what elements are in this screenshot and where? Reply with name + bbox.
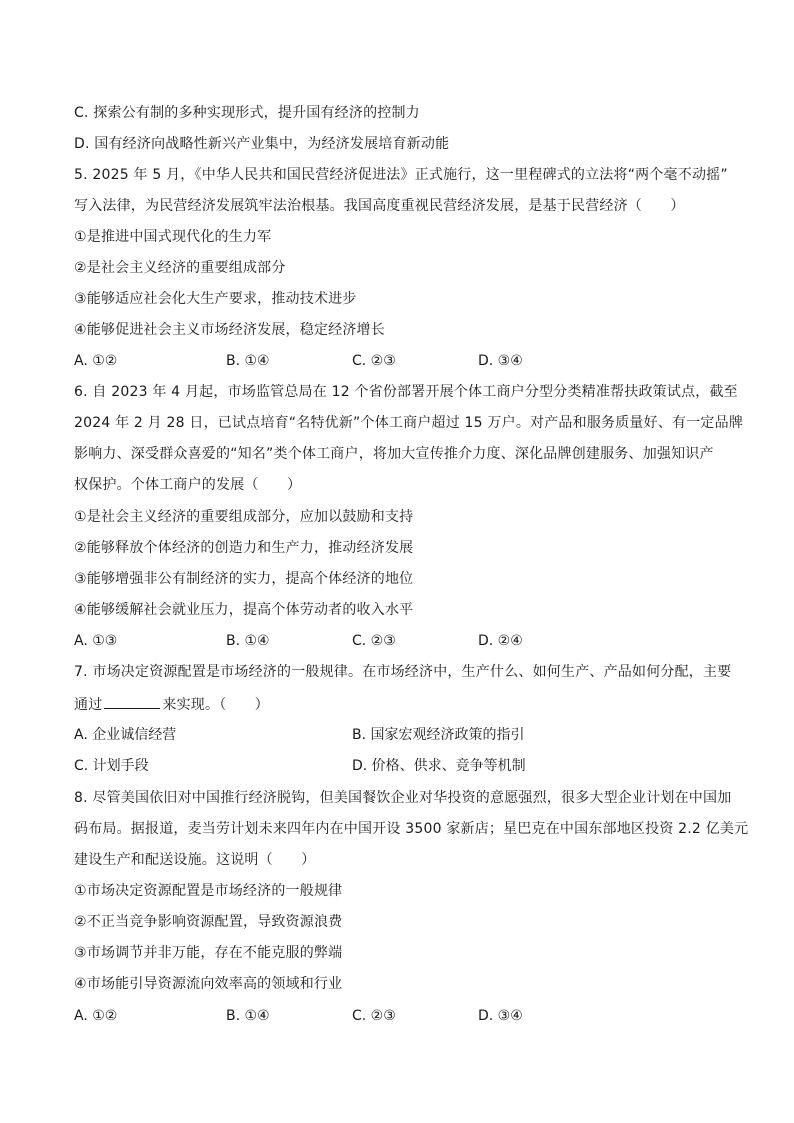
q5-options [74,352,734,370]
q5-item-4: ④能够促进社会主义市场经济发展，稳定经济增长 [74,322,385,338]
q6-option-a: A. ①③ [74,633,118,649]
q5-stem-line2: 写入法律，为民营经济发展筑牢法治根基。我国高度重视民营经济发展，是基于民营经济（ ） [74,198,685,214]
q8-item-1: ①市场决定资源配置是市场经济的一般规律 [74,883,343,899]
q4-option-c: C. 探索公有制的多种实现形式，提升国有经济的控制力 [74,105,420,121]
q8-stem-line1: 8. 尽管美国依旧对中国推行经济脱钩，但美国餐饮企业对华投资的意愿强烈，很多大型企业计划在中国加 [74,790,732,806]
q7-options-row1 [74,726,734,744]
q6-stem-line4: 权保护。个体工商户的发展（ ） [74,477,302,493]
q7-stem-after-blank: 来实现。（ ） [162,697,270,713]
q6-option-d: D. ②④ [478,633,523,649]
q5-option-b: B. ①④ [226,353,270,369]
q6-item-4: ④能够缓解社会就业压力，提高个体劳动者的收入水平 [74,602,414,618]
q7-option-c: C. 计划手段 [74,758,149,774]
q8-options [74,1007,734,1025]
q8-option-c: C. ②③ [352,1008,396,1024]
q5-stem-line1: 5. 2025 年 5 月，《中华人民共和国民营经济促进法》正式施行，这一里程碑式的立法将“两个毫不动摇” [74,167,728,183]
q5-option-c: C. ②③ [352,353,396,369]
q7-stem-before-blank: 通过 [74,697,103,713]
q4-option-d: D. 国有经济向战略性新兴产业集中，为经济发展培育新动能 [74,136,450,152]
q8-option-d: D. ③④ [478,1008,523,1024]
q5-item-3: ③能够适应社会化大生产要求，推动技术进步 [74,291,357,307]
q6-stem-line2: 2024 年 2 月 28 日，已试点培育“名特优新”个体工商户超过 15 万户。对产品和服务质量好、有一定品牌 [74,415,744,431]
q6-item-3: ③能够增强非公有制经济的实力，提高个体经济的地位 [74,571,414,587]
q8-option-a: A. ①② [74,1008,118,1024]
q7-option-b: B. 国家宏观经济政策的指引 [352,727,525,743]
q8-stem-line3: 建设生产和配送设施。这说明（ ） [74,852,316,868]
q7-options-row2 [74,757,734,775]
q6-item-1: ①是社会主义经济的重要组成部分，应加以鼓励和支持 [74,509,414,525]
q5-item-2: ②是社会主义经济的重要组成部分 [74,260,286,276]
q6-option-c: C. ②③ [352,633,396,649]
q8-item-2: ②不正当竞争影响资源配置，导致资源浪费 [74,914,343,930]
q5-option-d: D. ③④ [478,353,523,369]
q5-option-a: A. ①② [74,353,118,369]
q7-option-a: A. 企业诚信经营 [74,727,177,743]
q8-stem-line2: 码布局。据报道，麦当劳计划未来四年内在中国开设 3500 家新店；星巴克在中国东部地区投资 2.2 亿美元 [74,821,749,837]
q6-item-2: ②能够释放个体经济的创造力和生产力，推动经济发展 [74,540,414,556]
q8-item-3: ③市场调节并非万能，存在不能克服的弊端 [74,945,343,961]
q7-stem-line1: 7. 市场决定资源配置是市场经济的一般规律。在市场经济中，生产什么、如何生产、产品如何分配，主要 [74,664,732,680]
q6-stem-line1: 6. 自 2023 年 4 月起，市场监管总局在 12 个省份部署开展个体工商户分型分类精准帮扶政策试点，截至 [74,384,738,400]
q6-stem-line3: 影响力、深受群众喜爱的“知名”类个体工商户，将加大宣传推介力度、深化品牌创建服务、加强知识产 [74,446,714,462]
q5-item-1: ①是推进中国式现代化的生力军 [74,229,272,245]
q7-answer-blank [104,694,160,709]
q7-option-d: D. 价格、供求、竞争等机制 [352,758,526,774]
q7-stem-line2 [74,694,734,714]
q6-options [74,632,734,650]
q8-item-4: ④市场能引导资源流向效率高的领域和行业 [74,976,343,992]
q6-option-b: B. ①④ [226,633,270,649]
q8-option-b: B. ①④ [226,1008,270,1024]
